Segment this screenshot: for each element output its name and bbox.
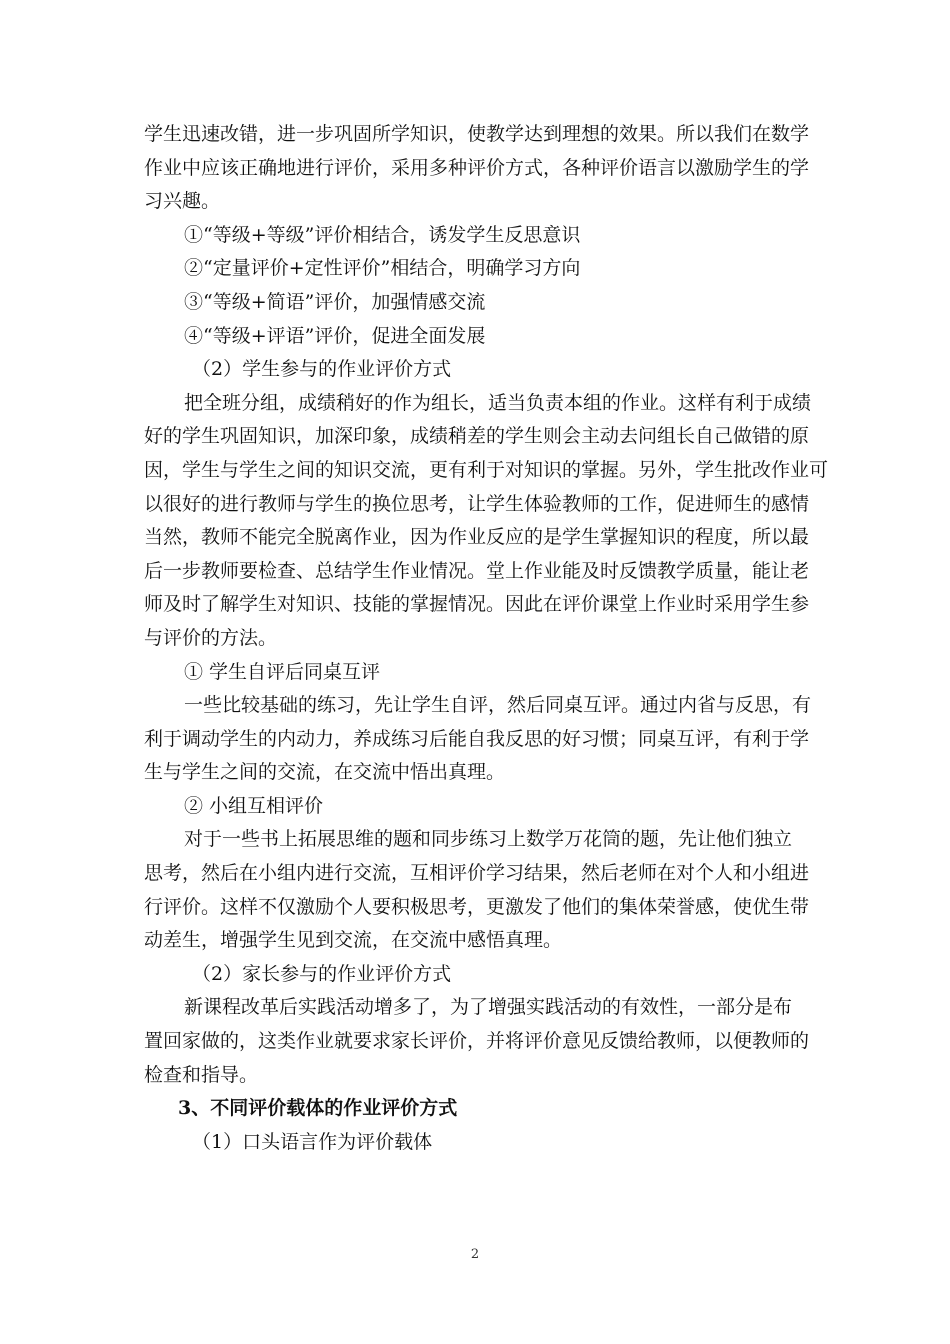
page-number: 2 [470, 1247, 480, 1262]
paragraph-line: 思考，然后在小组内进行交流，互相评价学习结果，然后老师在对个人和小组进 [144, 862, 810, 885]
section-subheading: （1）口头语言作为评价载体 [192, 1130, 433, 1153]
paragraph-first-line: 一些比较基础的练习，先让学生自评，然后同桌互评。通过内省与反思，有 [184, 694, 812, 717]
section-subheading: （2）学生参与的作业评价方式 [192, 358, 452, 381]
list-item: ② 小组互相评价 [184, 794, 324, 817]
paragraph-line: 检查和指导。 [144, 1063, 259, 1086]
paragraph-line: 以很好的进行教师与学生的换位思考，让学生体验教师的工作，促进师生的感情 [144, 492, 810, 515]
list-item: ②“定量评价+定性评价”相结合，明确学习方向 [184, 257, 581, 280]
paragraph-line: 作业中应该正确地进行评价，采用多种评价方式，各种评价语言以激励学生的学 [144, 156, 810, 179]
paragraph-line: 后一步教师要检查、总结学生作业情况。堂上作业能及时反馈教学质量，能让老 [144, 559, 810, 582]
paragraph-line: 置回家做的，这类作业就要求家长评价，并将评价意见反馈给教师，以便教师的 [144, 1030, 810, 1053]
paragraph-first-line: 新课程改革后实践活动增多了，为了增强实践活动的有效性，一部分是布 [184, 996, 793, 1019]
paragraph-line: 师及时了解学生对知识、技能的掌握情况。因此在评价课堂上作业时采用学生参 [144, 593, 810, 616]
list-item: ①“等级+等级”评价相结合，诱发学生反思意识 [184, 223, 581, 246]
paragraph-line: 利于调动学生的内动力，养成练习后能自我反思的好习惯；同桌互评，有利于学 [144, 727, 810, 750]
paragraph-line: 动差生，增强学生见到交流，在交流中感悟真理。 [144, 929, 563, 952]
paragraph-line: 习兴趣。 [144, 190, 221, 213]
paragraph-line: 学生迅速改错，进一步巩固所学知识，使教学达到理想的效果。所以我们在数学 [144, 123, 810, 145]
paragraph-line: 生与学生之间的交流，在交流中悟出真理。 [144, 761, 506, 784]
paragraph-line: 因，学生与学生之间的知识交流，更有利于对知识的掌握。另外，学生批改作业可 [144, 458, 829, 481]
list-item: ④“等级+评语”评价，促进全面发展 [184, 324, 486, 347]
section-subheading: （2）家长参与的作业评价方式 [192, 962, 452, 985]
paragraph-line: 与评价的方法。 [144, 626, 278, 649]
paragraph-first-line: 把全班分组，成绩稍好的作为组长，适当负责本组的作业。这样有利于成绩 [184, 391, 812, 414]
list-item: ① 学生自评后同桌互评 [184, 660, 381, 683]
paragraph-line: 当然，教师不能完全脱离作业，因为作业反应的是学生掌握知识的程度，所以最 [144, 526, 810, 549]
paragraph-line: 行评价。这样不仅激励个人要积极思考，更激发了他们的集体荣誉感，使优生带 [144, 895, 810, 918]
paragraph-line: 好的学生巩固知识，加深印象，成绩稍差的学生则会主动去问组长自己做错的原 [144, 425, 810, 448]
paragraph-first-line: 对于一些书上拓展思维的题和同步练习上数学万花筒的题，先让他们独立 [184, 828, 793, 851]
list-item: ③“等级+简语”评价，加强情感交流 [184, 290, 486, 313]
document-body [144, 118, 829, 1159]
section-heading: 3、不同评价载体的作业评价方式 [178, 1097, 458, 1120]
